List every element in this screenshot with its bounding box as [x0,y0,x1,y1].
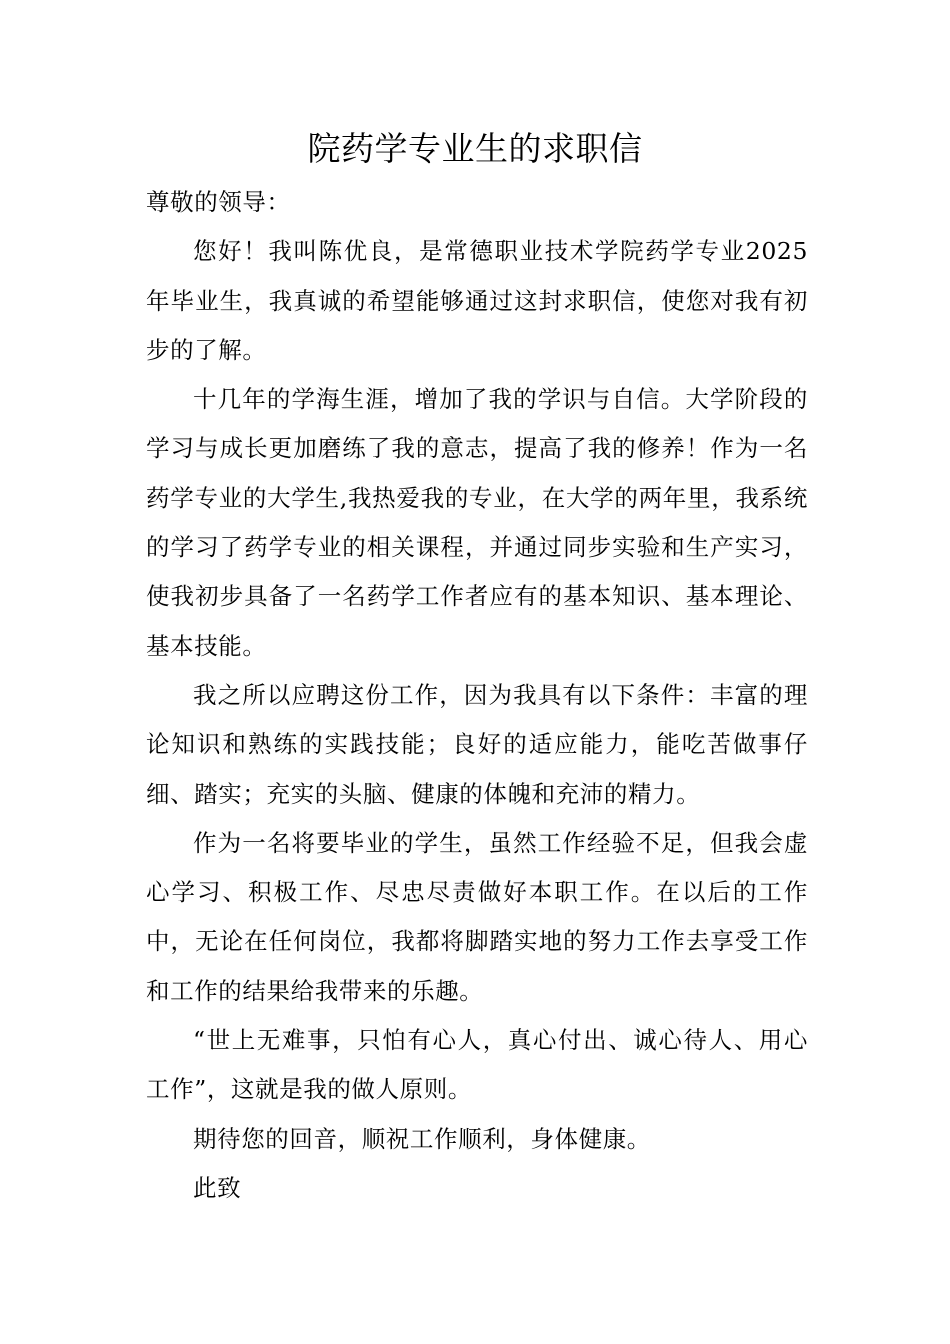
paragraph-commitment: 作为一名将要毕业的学生，虽然工作经验不足，但我会虚心学习、积极工作、尽忠尽责做好本职工作。在以后的工作中，无论在任何岗位，我都将脚踏实地的努力工作去享受工作和工作的结果给我带来的乐趣。 [146,828,808,1005]
salutation: 尊敬的领导： [146,188,291,216]
closing-line: 此致 [193,1173,242,1202]
paragraph-principle: “世上无难事，只怕有心人，真心付出、诚心待人、用心工作”，这就是我的做人原则。 [146,1026,808,1104]
letter-body [146,178,808,1213]
document-title: 院药学专业生的求职信 [307,129,643,168]
paragraph-greeting: 您好！我叫陈优良，是常德职业技术学院药学专业2025年毕业生，我真诚的希望能够通过这封求职信，使您对我有初步的了解。 [146,237,808,364]
paragraph-education: 十几年的学海生涯，增加了我的学识与自信。大学阶段的学习与成长更加磨练了我的意志，提高了我的修养！作为一名药学专业的大学生,我热爱我的专业，在大学的两年里，我系统的学习了药学专业的相关课程，并通过同步实验和生产实习，使我初步具备了一名药学工作者应有的基本知识、基本理论、基本技能。 [146,385,808,660]
paragraph-qualifications: 我之所以应聘这份工作，因为我具有以下条件：丰富的理论知识和熟练的实践技能；良好的适应能力，能吃苦做事仔细、踏实；充实的头脑、健康的体魄和充沛的精力。 [146,680,808,808]
wishes-line: 期待您的回音，顺祝工作顺利，身体健康。 [193,1124,651,1153]
